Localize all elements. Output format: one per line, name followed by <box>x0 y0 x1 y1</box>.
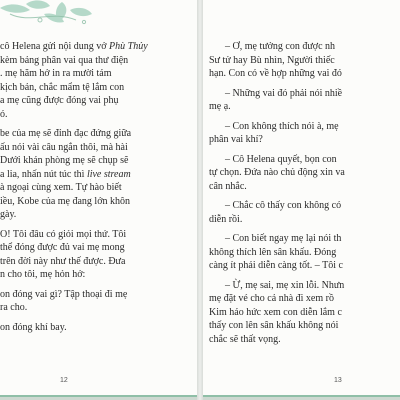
text-line <box>209 333 389 347</box>
text-run: tự chọn. Đứa nào chủ động xin va <box>209 167 345 178</box>
text-run: ra cho. <box>0 302 28 313</box>
italic-text: Phù Thủy <box>109 41 148 52</box>
text-run: – Con không thích nói à, mẹ <box>225 120 339 132</box>
text-line <box>0 54 192 68</box>
paragraph <box>0 228 192 282</box>
paragraph <box>209 279 389 347</box>
text-line <box>0 195 192 209</box>
paragraph <box>209 199 389 226</box>
text-line <box>209 319 389 333</box>
text-line <box>0 181 192 195</box>
text-line <box>0 255 192 269</box>
text-line <box>0 154 192 168</box>
text-run: Dưới khán phòng mẹ sẽ chụp sẽ <box>0 155 129 166</box>
text-run: be của mẹ sẽ đỉnh đạc đứng giữa <box>0 128 132 139</box>
text-line <box>209 67 389 81</box>
paragraph <box>209 120 389 147</box>
text-run: trên đời này như thế được. Đưa <box>0 255 126 267</box>
text-line <box>0 241 192 255</box>
text-line <box>0 81 192 95</box>
text-line <box>0 208 192 222</box>
text-line <box>0 94 192 108</box>
text-line <box>0 288 192 302</box>
text-line <box>209 133 389 147</box>
text-run: ó. <box>0 108 8 120</box>
text-run: ấu nói vài câu ngắn thôi, mà hài <box>0 141 128 153</box>
text-run: hạn. Con có về hợp những vai đó <box>209 68 342 79</box>
right-page-body <box>209 40 389 346</box>
text-run: – Cô Helena quyết, bọn con <box>225 153 337 165</box>
text-line <box>209 306 389 320</box>
text-run: thể đóng được đủ vai mẹ mong <box>0 242 125 253</box>
italic-text: live stream <box>86 168 131 180</box>
text-line <box>209 232 389 246</box>
text-line <box>209 100 389 114</box>
text-run: – Chắc cô thấy con không có <box>225 200 342 211</box>
text-run: O! Tôi đâu có giỏi mọi thứ. Tôi <box>0 228 127 240</box>
text-run: không thích lên sân khấu. Đóng <box>209 246 337 258</box>
text-run: kịch bản, chắc mẩm tệ lắm con <box>0 81 125 93</box>
text-line <box>209 246 389 260</box>
text-run: a mẹ cũng được đóng vai phụ <box>0 95 119 106</box>
paragraph <box>0 288 192 315</box>
page-number-left: 12 <box>60 377 68 384</box>
text-line <box>209 180 389 194</box>
text-run: – Những vai đó phải nói nhiề <box>225 87 343 99</box>
text-run: iều, Kobe của mẹ đang lớn khôn <box>0 195 130 207</box>
leaf-decoration <box>0 0 197 30</box>
text-line <box>0 108 192 122</box>
left-page-body <box>0 40 192 334</box>
paragraph <box>0 40 192 121</box>
text-run: Kim háo hức xem con diễn lắm c <box>209 306 342 318</box>
text-run: cô Helena gửi nội dung vở <box>0 41 110 52</box>
text-run: à ngoại cùng xem. Tự hào biết <box>0 182 122 193</box>
text-run: kèm bảng phân vai qua thư điện <box>0 54 129 66</box>
paragraph <box>0 321 192 335</box>
text-line <box>209 120 389 134</box>
text-run: – Ơ, mẹ tưởng con được nh <box>225 41 336 52</box>
text-line <box>0 127 192 141</box>
text-run: gày. <box>0 209 17 220</box>
left-page <box>0 0 197 400</box>
text-run: – Ừ, mẹ sai, mẹ xin lỗi. Nhưn <box>225 279 345 291</box>
text-line <box>209 153 389 167</box>
paragraph <box>209 153 389 194</box>
text-line <box>0 321 192 335</box>
text-run: cân nhắc. <box>209 180 247 192</box>
text-line <box>0 301 192 315</box>
text-run: on đóng khí bay. <box>0 321 67 333</box>
text-line <box>209 199 389 213</box>
text-run: càng ít phải diễn càng tốt. – Tôi c <box>209 260 343 271</box>
text-run: diễn rồi. <box>209 213 243 225</box>
text-run: chắc sẽ thất vọng. <box>209 333 281 345</box>
text-run: . mẹ hăm hở in ra mười tám <box>0 68 112 79</box>
paragraph <box>209 87 389 114</box>
text-line <box>0 268 192 282</box>
text-line <box>0 168 192 182</box>
right-page <box>203 0 400 400</box>
text-run: – Con biết ngay mẹ lại nói th <box>225 233 342 244</box>
text-line <box>209 87 389 101</box>
text-line <box>209 259 389 273</box>
text-run: mẹ đặt vé cho cả nhà đi xem rồ <box>209 293 334 304</box>
paragraph <box>209 232 389 273</box>
text-line <box>0 67 192 81</box>
text-run: mẹ ạ. <box>209 101 231 112</box>
text-line <box>209 213 389 227</box>
paragraph <box>0 127 192 222</box>
paragraph <box>209 40 389 81</box>
text-line <box>209 166 389 180</box>
text-run: n cho tôi, mẹ hỏn hở: <box>0 269 86 280</box>
page-number-right: 13 <box>334 377 342 384</box>
text-run: phân vai khí? <box>209 134 263 145</box>
text-line <box>0 40 192 54</box>
text-run: thấy con lên sân khấu không nói <box>209 320 339 331</box>
text-line <box>0 228 192 242</box>
text-line <box>209 54 389 68</box>
text-line <box>0 141 192 155</box>
text-run: a lia, nhấn nút túc thì <box>0 168 87 180</box>
text-line <box>209 40 389 54</box>
text-line <box>209 279 389 293</box>
text-run: on đóng vai gì? Tập thoại đi mẹ <box>0 288 128 300</box>
text-run: Sư tử hay Bù nhìn, Người thiếc <box>209 54 335 66</box>
text-line <box>209 292 389 306</box>
